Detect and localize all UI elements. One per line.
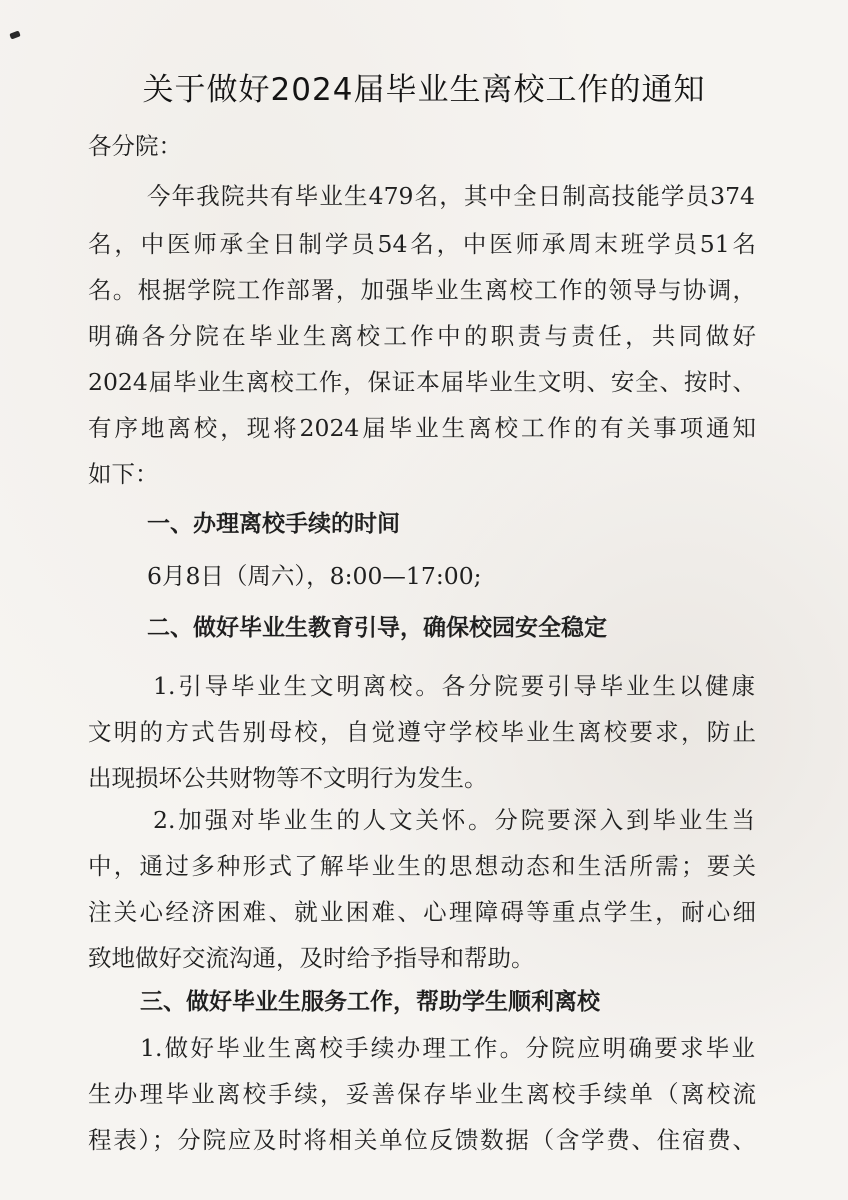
section-heading-1: 一、办理离校手续的时间 <box>147 511 400 537</box>
intro-line: 有序地离校，现将2024届毕业生离校工作的有关事项通知 <box>88 414 756 442</box>
intro-line: 明确各分院在毕业生离校工作中的职责与责任，共同做好 <box>88 322 756 350</box>
intro-line: 2024届毕业生离校工作，保证本届毕业生文明、安全、按时、 <box>88 368 756 396</box>
section-heading-2: 二、做好毕业生教育引导，确保校园安全稳定 <box>147 615 607 641</box>
paragraph-line: 程表）；分院应及时将相关单位反馈数据（含学费、住宿费、 <box>88 1126 756 1154</box>
intro-line: 名。根据学院工作部署，加强毕业生离校工作的领导与协调， <box>88 276 756 304</box>
paragraph-line: 1.引导毕业生文明离校。各分院要引导毕业生以健康 <box>153 672 755 700</box>
paragraph-line: 2.加强对毕业生的人文关怀。分院要深入到毕业生当 <box>153 806 755 834</box>
paragraph-line: 文明的方式告别母校，自觉遵守学校毕业生离校要求，防止 <box>88 718 756 746</box>
paragraph-line: 致地做好交流沟通，及时给予指导和帮助。 <box>88 944 535 972</box>
paragraph-line: 注关心经济困难、就业困难、心理障碍等重点学生，耐心细 <box>88 898 756 926</box>
document-title: 关于做好2024届毕业生离校工作的通知 <box>142 72 706 108</box>
paragraph-line: 出现损坏公共财物等不文明行为发生。 <box>88 764 488 792</box>
paragraph-line: 生办理毕业离校手续，妥善保存毕业生离校手续单（离校流 <box>88 1080 756 1108</box>
intro-line: 如下： <box>88 460 159 488</box>
section-time: 6月8日（周六），8:00—17:00; <box>147 562 482 590</box>
paragraph-line: 中，通过多种形式了解毕业生的思想动态和生活所需；要关 <box>88 852 756 880</box>
intro-line: 名，中医师承全日制学员54名，中医师承周末班学员51名 <box>88 230 756 258</box>
paragraph-line: 1.做好毕业生离校手续办理工作。分院应明确要求毕业 <box>140 1034 755 1062</box>
ink-mark <box>9 30 20 39</box>
salutation: 各分院： <box>88 132 182 160</box>
intro-line: 今年我院共有毕业生479名，其中全日制高技能学员374 <box>147 182 755 210</box>
section-heading-3: 三、做好毕业生服务工作，帮助学生顺利离校 <box>140 989 600 1015</box>
